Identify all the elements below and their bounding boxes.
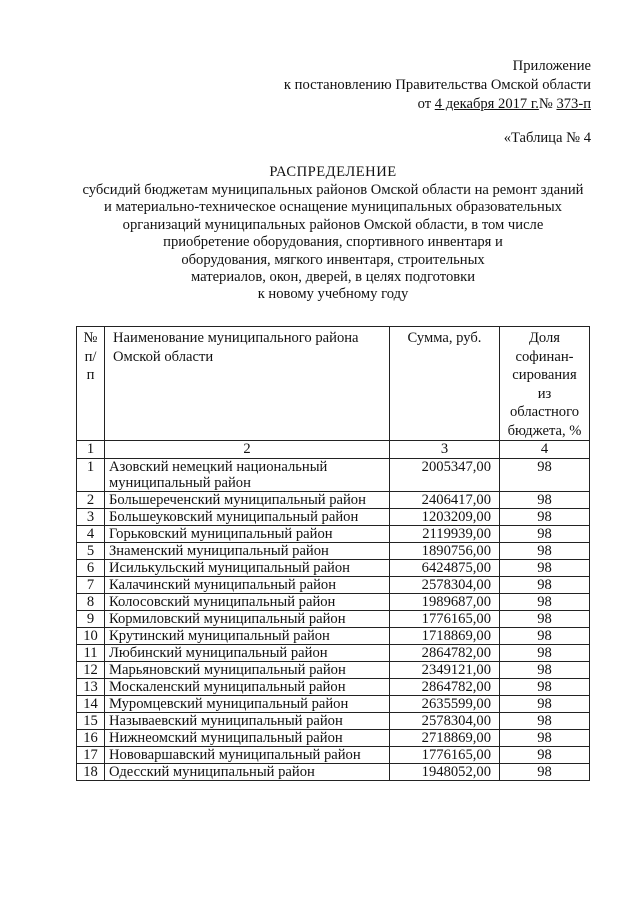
row-number: 8 [77,594,105,611]
row-sum: 2635599,00 [390,696,500,713]
index-cell: 1 [77,441,105,459]
table-row [77,645,590,662]
row-sum: 1989687,00 [390,594,500,611]
appendix-block [284,57,591,114]
row-share: 98 [500,679,590,696]
row-number: 13 [77,679,105,696]
row-share: 98 [500,747,590,764]
row-sum: 1203209,00 [390,509,500,526]
table-row [77,492,590,509]
row-number: 3 [77,509,105,526]
heading-line-1: субсидий бюджетам муниципальных районов Омской области на ремонт зданий [82,182,584,198]
row-number: 18 [77,764,105,781]
heading-line-4: приобретение оборудования, спортивного инвентаря и [163,234,503,251]
row-share: 98 [500,459,590,492]
table-row [77,459,590,492]
heading-line-5: оборудования, мягкого инвентаря, строительных [181,251,485,268]
row-number: 6 [77,560,105,577]
row-district-name: Нововаршавский муниципальный район [105,747,390,764]
table-row [77,764,590,781]
header-share: Доля софинан-сирования из областного бюджета, % [500,327,590,441]
table-row [77,747,590,764]
row-share: 98 [500,577,590,594]
table-index-row [77,441,590,459]
table-row [77,611,590,628]
table-row [77,560,590,577]
row-sum: 2578304,00 [390,577,500,594]
row-number: 1 [77,459,105,492]
row-district-name: Кормиловский муниципальный район [105,611,390,628]
row-district-name: Калачинский муниципальный район [105,577,390,594]
row-number: 4 [77,526,105,543]
table-row [77,628,590,645]
row-district-name: Муромцевский муниципальный район [105,696,390,713]
row-district-name: Называевский муниципальный район [105,713,390,730]
table-row [77,577,590,594]
table-row [77,730,590,747]
header-sum: Сумма, руб. [390,327,500,441]
index-cell: 3 [390,441,500,459]
row-district-name: Большереченский муниципальный район [105,492,390,509]
row-district-name: Москаленский муниципальный район [105,679,390,696]
appendix-date: 4 декабря 2017 г. [434,96,539,112]
appendix-date-line [284,95,591,114]
row-number: 2 [77,492,105,509]
heading-line-6: материалов, окон, дверей, в целях подготовки [190,269,476,286]
row-district-name: Знаменский муниципальный район [105,543,390,560]
table-reference: «Таблица № 4 [503,130,591,146]
table-row [77,509,590,526]
row-number: 14 [77,696,105,713]
row-share: 98 [500,696,590,713]
row-district-name: Горьковский муниципальный район [105,526,390,543]
table-header-row [77,327,590,441]
heading-title: РАСПРЕДЕЛЕНИЕ [269,164,397,180]
row-share: 98 [500,764,590,781]
row-sum: 1776165,00 [390,611,500,628]
appendix-number-prefix: № [538,96,557,112]
row-share: 98 [500,594,590,611]
row-sum: 2119939,00 [390,526,500,543]
table-row [77,679,590,696]
row-sum: 2349121,00 [390,662,500,679]
row-share: 98 [500,645,590,662]
heading-line-7: к новому учебному году [257,286,409,303]
heading-line-2: и материально-техническое оснащение муниципальных образовательных [104,199,562,216]
row-district-name: Колосовский муниципальный район [105,594,390,611]
table-row [77,526,590,543]
row-sum: 2864782,00 [390,679,500,696]
row-district-name: Азовский немецкий национальный муниципальный район [105,459,390,492]
table-body [77,459,590,781]
table-row [77,713,590,730]
appendix-resolution: к постановлению Правительства Омской области [283,77,591,93]
header-district-name: Наименование муниципального района Омской области [105,327,390,441]
appendix-title: Приложение [512,58,591,74]
row-number: 9 [77,611,105,628]
row-district-name: Большеуковский муниципальный район [105,509,390,526]
index-cell: 4 [500,441,590,459]
row-sum: 2005347,00 [390,459,500,492]
table-row [77,662,590,679]
row-share: 98 [500,526,590,543]
document-heading [0,164,640,304]
row-district-name: Крутинский муниципальный район [105,628,390,645]
index-cell: 2 [105,441,390,459]
row-sum: 1718869,00 [390,628,500,645]
row-sum: 1890756,00 [390,543,500,560]
row-share: 98 [500,713,590,730]
distribution-table [76,326,590,781]
row-share: 98 [500,492,590,509]
row-district-name: Одесский муниципальный район [105,764,390,781]
appendix-number: 373-п [556,96,591,112]
row-sum: 2578304,00 [390,713,500,730]
row-number: 15 [77,713,105,730]
heading-line-3: организаций муниципальных районов Омской области, в том числе [122,216,544,233]
table-row [77,696,590,713]
header-number: № п/п [77,327,105,441]
row-number: 12 [77,662,105,679]
row-district-name: Исилькульский муниципальный район [105,560,390,577]
row-number: 11 [77,645,105,662]
row-sum: 2718869,00 [390,730,500,747]
row-number: 7 [77,577,105,594]
row-share: 98 [500,611,590,628]
row-district-name: Нижнеомский муниципальный район [105,730,390,747]
row-share: 98 [500,662,590,679]
row-number: 17 [77,747,105,764]
table-row [77,543,590,560]
row-share: 98 [500,509,590,526]
row-sum: 1776165,00 [390,747,500,764]
row-share: 98 [500,543,590,560]
row-sum: 6424875,00 [390,560,500,577]
appendix-date-prefix: от [417,96,435,112]
row-number: 16 [77,730,105,747]
row-district-name: Марьяновский муниципальный район [105,662,390,679]
row-district-name: Любинский муниципальный район [105,645,390,662]
row-share: 98 [500,560,590,577]
row-sum: 1948052,00 [390,764,500,781]
row-sum: 2406417,00 [390,492,500,509]
row-share: 98 [500,628,590,645]
row-share: 98 [500,730,590,747]
row-number: 10 [77,628,105,645]
row-sum: 2864782,00 [390,645,500,662]
table-row [77,594,590,611]
row-number: 5 [77,543,105,560]
